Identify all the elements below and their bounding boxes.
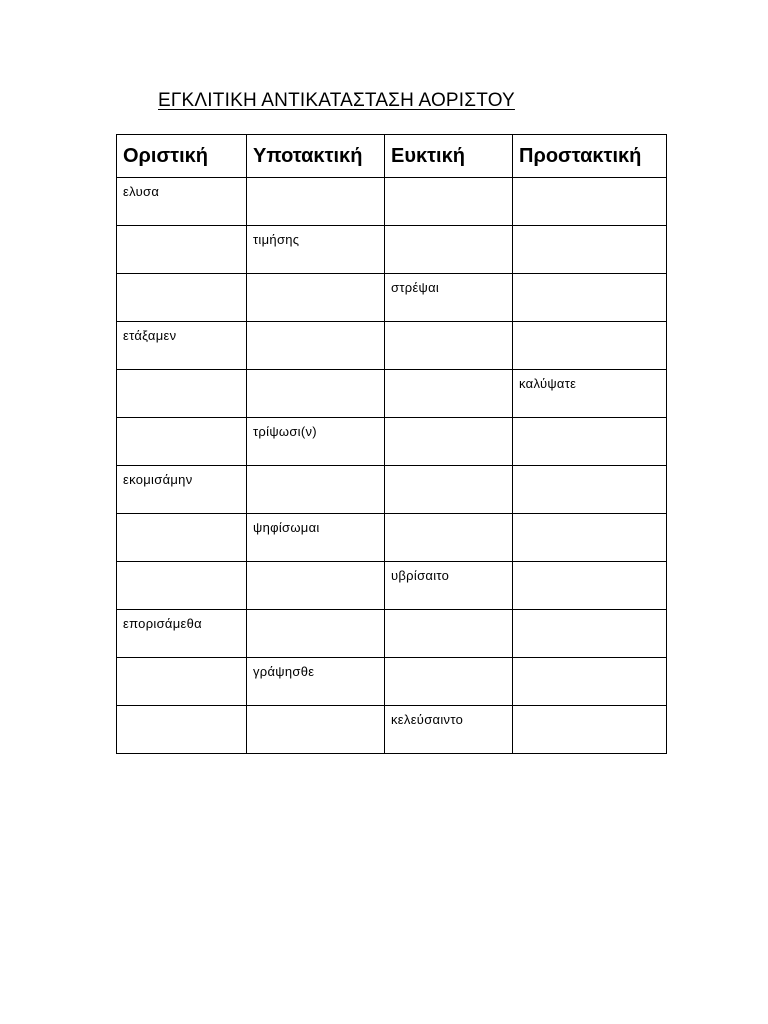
table-row	[117, 466, 667, 514]
conjugation-table	[116, 134, 667, 754]
table-header-row	[117, 135, 667, 178]
table-cell	[247, 370, 385, 418]
table-cell: στρέψαι	[385, 274, 513, 322]
table-row	[117, 706, 667, 754]
header-efktiki: Ευκτική	[385, 135, 513, 178]
table-cell	[513, 610, 667, 658]
table-row	[117, 658, 667, 706]
table-cell	[117, 226, 247, 274]
table-cell	[247, 178, 385, 226]
table-row	[117, 514, 667, 562]
table-row	[117, 322, 667, 370]
table-cell: ετάξαμεν	[117, 322, 247, 370]
table-cell	[513, 418, 667, 466]
table-cell: καλύψατε	[513, 370, 667, 418]
table-cell	[117, 562, 247, 610]
table-cell: τιμήσης	[247, 226, 385, 274]
table-cell	[513, 562, 667, 610]
table-row	[117, 370, 667, 418]
table-cell	[385, 370, 513, 418]
table-cell	[117, 418, 247, 466]
header-ypotaktiki: Υποτακτική	[247, 135, 385, 178]
table-row	[117, 178, 667, 226]
table-cell: ελυσα	[117, 178, 247, 226]
table-row	[117, 610, 667, 658]
table-cell	[513, 466, 667, 514]
table-cell	[117, 514, 247, 562]
table-row	[117, 562, 667, 610]
table-row	[117, 226, 667, 274]
table-cell	[247, 466, 385, 514]
table-cell: επορισάμεθα	[117, 610, 247, 658]
table-cell: υβρίσαιτο	[385, 562, 513, 610]
table-cell	[117, 706, 247, 754]
document-title: ΕΓΚΛΙΤΙΚΗ ΑΝΤΙΚΑΤΑΣΤΑΣΗ ΑΟΡΙΣΤΟΥ	[158, 90, 515, 111]
table-row	[117, 418, 667, 466]
table-cell	[513, 274, 667, 322]
table-row	[117, 274, 667, 322]
table-cell	[513, 658, 667, 706]
table-cell	[385, 466, 513, 514]
table-cell	[513, 706, 667, 754]
header-prostaktiki: Προστακτική	[513, 135, 667, 178]
table-cell	[247, 274, 385, 322]
table-cell	[385, 178, 513, 226]
table-cell: κελεύσαιντο	[385, 706, 513, 754]
table-cell	[117, 370, 247, 418]
table-cell	[385, 322, 513, 370]
table-cell: τρίψωσι(ν)	[247, 418, 385, 466]
table-cell	[247, 562, 385, 610]
table-cell	[513, 514, 667, 562]
table-cell	[385, 658, 513, 706]
table-cell	[513, 226, 667, 274]
table-cell	[247, 322, 385, 370]
table-cell	[385, 418, 513, 466]
header-oristiki: Οριστική	[117, 135, 247, 178]
table-cell: γράψησθε	[247, 658, 385, 706]
table-cell	[247, 706, 385, 754]
table-cell	[117, 274, 247, 322]
table-cell	[247, 610, 385, 658]
table-cell	[117, 658, 247, 706]
table-cell	[385, 610, 513, 658]
table-cell	[385, 226, 513, 274]
table-cell: ψηφίσωμαι	[247, 514, 385, 562]
table-cell	[385, 514, 513, 562]
table-cell: εκομισάμην	[117, 466, 247, 514]
table-cell	[513, 178, 667, 226]
table-cell	[513, 322, 667, 370]
